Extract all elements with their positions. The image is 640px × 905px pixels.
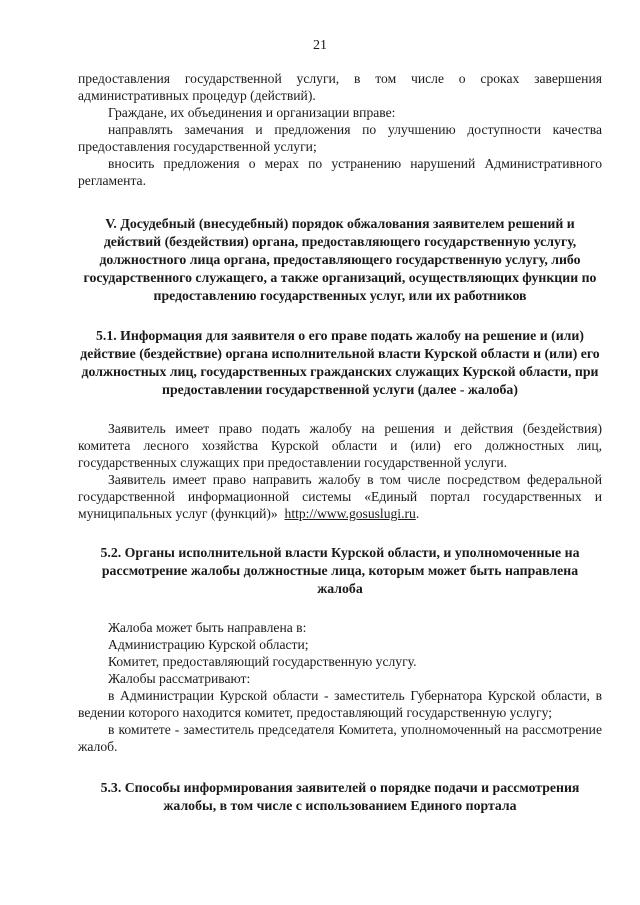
section-5-1-paragraph-2-end: .: [415, 506, 420, 521]
section-5-3-heading: 5.3. Способы информирования заявителей о порядке подачи и рассмотрения жалобы, в том числе с использованием Единого портала: [100, 780, 580, 813]
section-5-2-paragraph-1: Жалоба может быть направлена в:: [108, 620, 307, 635]
document-body: [78, 70, 602, 815]
section-5-2-paragraph-3: Комитет, предоставляющий государственную услугу.: [108, 654, 417, 669]
section-v-heading: V. Досудебный (внесудебный) порядок обжалования заявителем решений и действий (бездействия) органа, предоставляющего государственную услугу, должностного лица органа, предоставляющего государственную услугу, либо государственного служащего, а также организаций, осуществляющих функции по предоставлению государственных услуг, или их работников: [83, 216, 597, 303]
section-5-1-paragraph-2: [78, 471, 602, 522]
section-5-2-paragraph-2: Администрацию Курской области;: [108, 637, 309, 652]
page-number: 21: [313, 38, 327, 53]
gosuslugi-link[interactable]: http://www.gosuslugi.ru: [284, 506, 416, 521]
section-5-1-paragraph-2-text: Заявитель имеет право направить жалобу в том числе посредством федеральной государственной информационной системы «Единый портал государственных и муниципальных услуг (функций)»: [78, 472, 602, 521]
intro-paragraph-4: вносить предложения о мерах по устранению нарушений Административного регламента.: [78, 156, 602, 188]
section-5-2-paragraph-4: Жалобы рассматривают:: [108, 671, 251, 686]
intro-paragraph-1: предоставления государственной услуги, в том числе о сроках завершения административных процедур (действий).: [78, 71, 602, 103]
section-5-1-heading: 5.1. Информация для заявителя о его праве подать жалобу на решение и (или) действие (бездействие) органа исполнительной власти Курской области и (или) его должностных лиц, государственных гражданских служащих Курской области, при предоставлении государственной услуги (далее - жалоба): [80, 328, 600, 397]
section-5-1-paragraph-1: Заявитель имеет право подать жалобу на решения и действия (бездействия) комитета лесного хозяйства Курской области и (или) его должностных лиц, государственных служащих при предоставлении государственной услуги.: [78, 421, 602, 470]
section-5-2-heading: 5.2. Органы исполнительной власти Курской области, и уполномоченные на рассмотрение жалобы должностные лица, которым может быть направлена жалоба: [100, 545, 580, 596]
intro-paragraph-3: направлять замечания и предложения по улучшению доступности качества предоставления государственной услуги;: [78, 122, 602, 154]
intro-paragraph-2: Граждане, их объединения и организации вправе:: [108, 105, 396, 120]
section-5-2-paragraph-6: в комитете - заместитель председателя Комитета, уполномоченный на рассмотрение жалоб.: [78, 722, 602, 754]
section-5-2-paragraph-5: в Администрации Курской области - заместитель Губернатора Курской области, в ведении которого находится комитет, предоставляющий государственную услугу;: [78, 688, 602, 720]
